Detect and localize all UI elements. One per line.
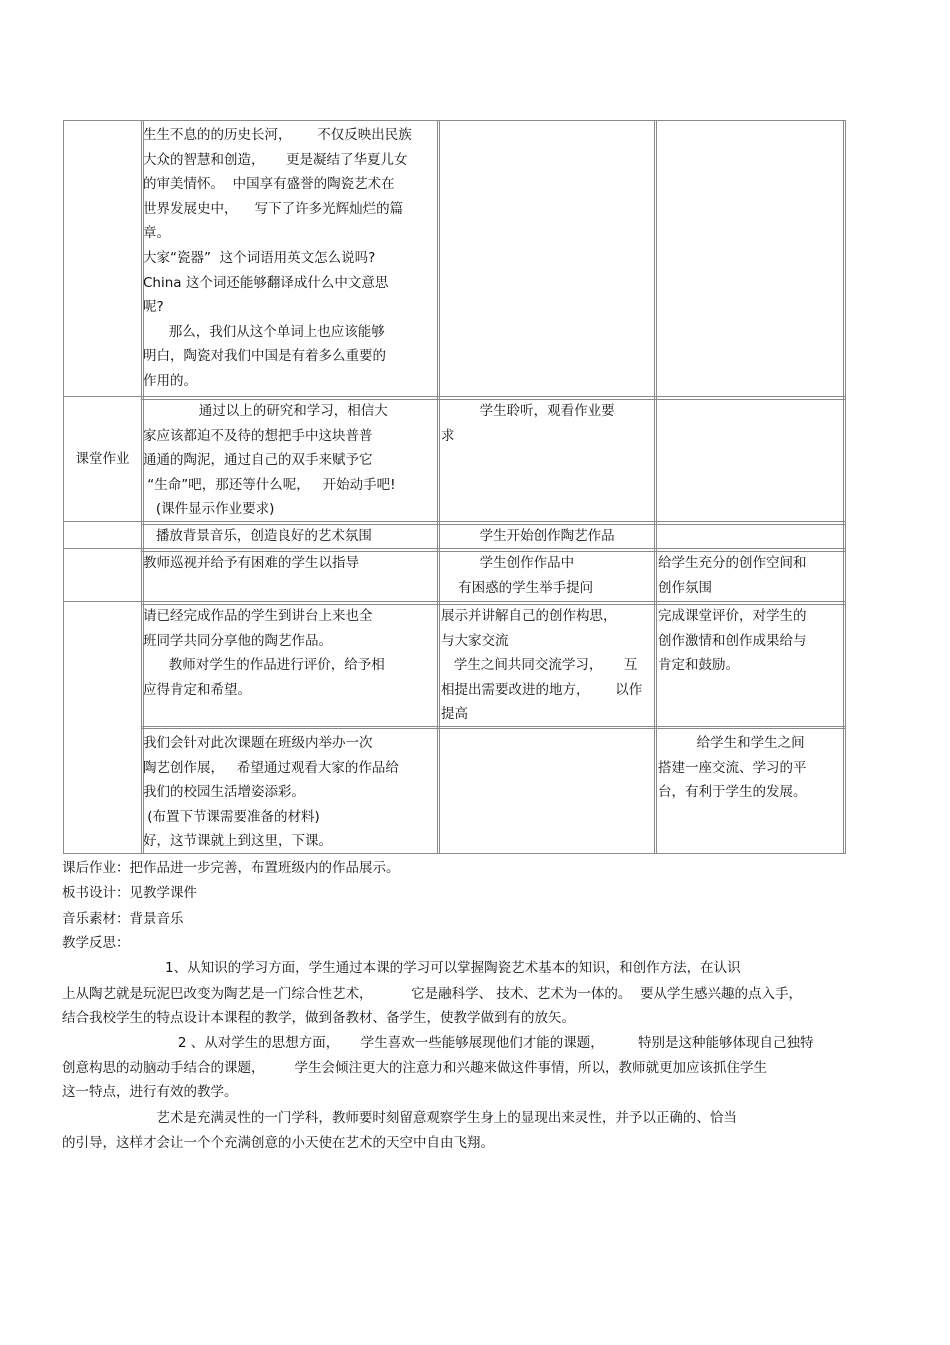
cell-text-line: 求 [441, 427, 455, 444]
cell-text-line: 呢? [143, 299, 164, 316]
cell-text-line: 明白，陶瓷对我们中国是有着多么重要的 [143, 348, 386, 365]
cell-text-line: 展示并讲解自己的创作构思， [441, 608, 617, 624]
reflection-line: 艺术是充满灵性的一门学科，教师要时刻留意观察学生身上的显现出来灵性，并予以正确的、恰当 [62, 1110, 737, 1126]
cell-text-line: 给学生充分的创作空间和 [658, 555, 807, 571]
reflection-title: 教学反思： [62, 935, 130, 951]
table-rule [845, 120, 846, 854]
cell-text-line: 与大家交流 [441, 632, 509, 649]
cell-text-line: China 这个词还能够翻译成什么中文意思 [143, 274, 389, 291]
cell-text-line: 好，这节课就上到这里，下课。 [143, 833, 332, 850]
reflection-line: 的引导，这样才会让一个个充满创意的小天使在艺术的天空中自由飞翔。 [62, 1135, 494, 1151]
reflection-line: 2 、从对学生的思想方面， 学生喜欢一些能够展现他们才能的课题， 特别是这种能够体现自己独特 [62, 1035, 814, 1051]
reflection-line: 结合我校学生的特点设计本课程的教学，做到备教材、备学生，使教学做到有的放矢。 [62, 1010, 575, 1026]
cell-text-line: 完成课堂评价，对学生的 [658, 608, 807, 624]
cell-text-line: 家应该都迫不及待的想把手中这块普普 [143, 427, 373, 444]
cell-text-line: 学生之间共同交流学习， 互 [441, 657, 638, 674]
row2-label-cell [64, 397, 141, 521]
cell-text-line: 搭建一座交流、学习的平 [658, 759, 807, 776]
cell-text-line: 我们的校园生活增姿添彩。 [143, 784, 305, 801]
row2-teacher-cell [141, 397, 437, 521]
cell-text-line: 作用的。 [143, 372, 197, 389]
cell-text-line: 生生不息的的历史长河， 不仅反映出民族 [143, 127, 412, 143]
table-rule [63, 853, 846, 854]
music-line: 音乐素材：背景音乐 [62, 911, 184, 927]
reflection-line: 创意构思的动脑动手结合的课题， 学生会倾注更大的注意力和兴趣来做这件事情，所以，教师就更加应该抓住学生 [62, 1060, 768, 1076]
cell-text-line: 学生聆听，观看作业要 [441, 403, 615, 419]
cell-text-line: 教师对学生的作品进行评价，给予相 [143, 657, 385, 674]
cell-text-line: 大众的智慧和创造， 更是凝结了华夏儿女 [143, 151, 408, 168]
homework-line: 课后作业：把作品进一步完善，布置班级内的作品展示。 [62, 860, 400, 876]
cell-text-line: 应得肯定和希望。 [143, 681, 251, 698]
cell-text-line: 肯定和鼓励。 [658, 657, 739, 674]
cell-text-line: 我们会针对此次课题在班级内举办一次 [143, 735, 373, 751]
cell-text-line: 学生创作作品中 [441, 555, 575, 571]
cell-text-line: (课件显示作业要求) [143, 501, 275, 518]
cell-text-line: 相提出需要改进的地方， 以作 [441, 681, 643, 698]
row1-teacher-cell [141, 121, 437, 395]
row6-teacher-cell [141, 729, 437, 853]
cell-text-line: 有困惑的学生举手提问 [441, 579, 594, 596]
row4-teacher-cell [141, 549, 437, 601]
row5-teacher-cell [141, 602, 437, 726]
table-rule [141, 726, 846, 727]
reflection-line: 上从陶艺就是玩泥巴改变为陶艺是一门综合性艺术， 它是融科学、 技术、艺术为一体的。 要从学生感兴趣的点入手， [62, 986, 802, 1002]
row5-student-cell [439, 602, 655, 726]
cell-text-line: (布置下节课需要准备的材料) [143, 808, 320, 825]
cell-text-line: 大家“瓷器” 这个词语用英文怎么说吗? [143, 249, 376, 266]
cell-text-line: 请已经完成作品的学生到讲台上来也全 [143, 608, 373, 624]
cell-text-line: 台，有利于学生的发展。 [658, 784, 807, 801]
cell-text-line: “生命”吧，那还等什么呢， 开始动手吧! [143, 476, 396, 493]
cell-text-line: 创作氛围 [658, 579, 712, 596]
row-label: 课堂作业 [75, 450, 130, 467]
row5-purpose-cell [656, 602, 844, 726]
cell-text-line: 班同学共同分享他的陶艺作品。 [143, 632, 332, 649]
cell-text-line: 给学生和学生之间 [658, 735, 805, 751]
row6-purpose-cell [656, 729, 844, 853]
cell-text-line: 提高 [441, 706, 468, 723]
cell-text-line: 创作激情和创作成果给与 [658, 632, 807, 649]
cell-text-line: 陶艺创作展， 希望通过观看大家的作品给 [143, 759, 399, 776]
row2-student-cell [439, 397, 655, 521]
cell-text-line: 教师巡视并给予有困难的学生以指导 [143, 555, 359, 571]
cell-text-line: 通过以上的研究和学习，相信大 [143, 403, 388, 419]
row4-purpose-cell [656, 549, 844, 601]
row3-student-cell [439, 522, 655, 548]
cell-text-line: 世界发展史中， 写下了许多光辉灿烂的篇 [143, 200, 404, 217]
cell-text-line: 那么，我们从这个单词上也应该能够 [143, 323, 385, 340]
row3-teacher-cell [141, 522, 437, 548]
cell-text-line: 学生开始创作陶艺作品 [441, 528, 615, 544]
reflection-line: 这一特点，进行有效的教学。 [62, 1084, 238, 1100]
row4-student-cell [439, 549, 655, 601]
board-design-line: 板书设计：见教学课件 [62, 885, 197, 901]
cell-text-line: 通通的陶泥，通过自己的双手来赋予它 [143, 452, 373, 469]
cell-text-line: 的审美情怀。 中国享有盛誉的陶瓷艺术在 [143, 176, 395, 193]
table-rule [437, 120, 438, 854]
cell-text-line: 章。 [143, 225, 170, 242]
cell-text-line: 播放背景音乐，创造良好的艺术氛围 [143, 528, 372, 544]
reflection-line: 1、从知识的学习方面，学生通过本课的学习可以掌握陶瓷艺术基本的知识，和创作方法，在认识 [62, 960, 741, 976]
